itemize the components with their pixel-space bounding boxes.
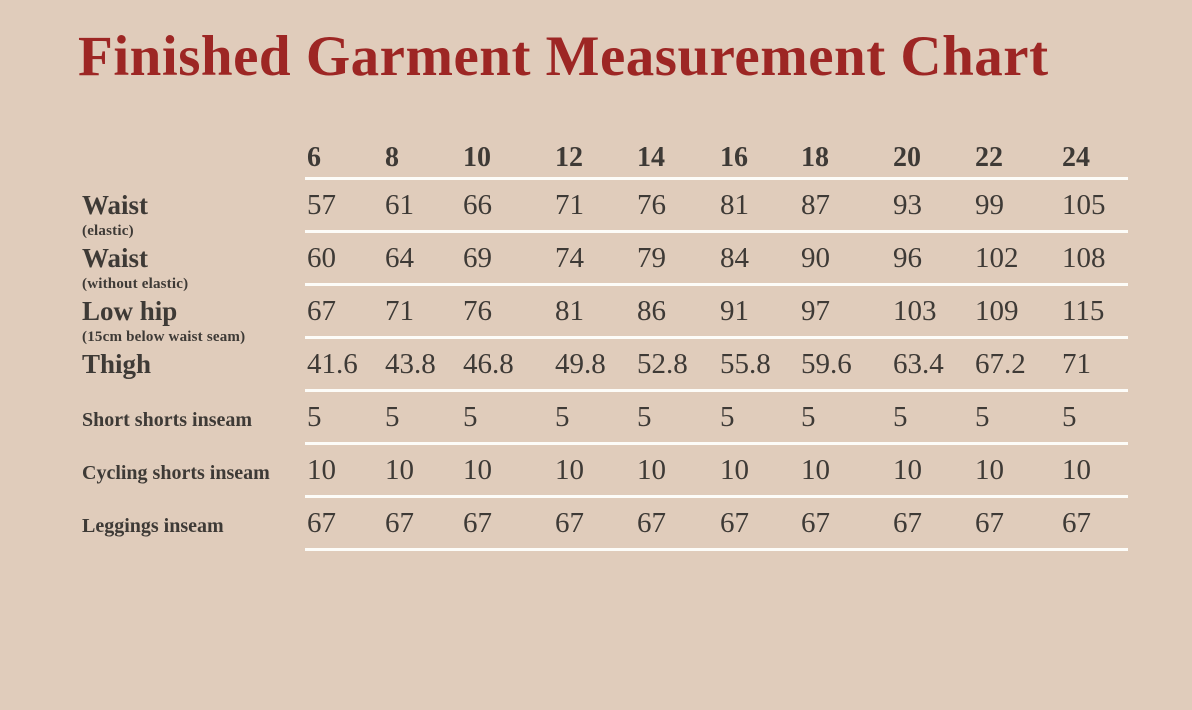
header-label-spacer bbox=[82, 139, 305, 180]
measurement-value: 67 bbox=[307, 294, 336, 327]
measurement-value: 63.4 bbox=[893, 347, 944, 380]
size-column-header: 18 bbox=[801, 142, 829, 173]
size-column-header: 24 bbox=[1062, 142, 1090, 173]
measurement-value: 64 bbox=[385, 241, 414, 274]
row-label bbox=[82, 445, 305, 498]
row-label-main: Leggings inseam bbox=[82, 515, 224, 537]
row-label-sub: (15cm below waist seam) bbox=[82, 329, 246, 345]
measurement-value: 71 bbox=[555, 188, 584, 221]
measurement-value: 67 bbox=[307, 506, 336, 539]
row-label bbox=[82, 498, 305, 551]
table-row bbox=[82, 445, 1128, 498]
table-body bbox=[82, 180, 1128, 551]
measurement-value: 10 bbox=[555, 453, 584, 486]
measurement-value: 67 bbox=[463, 506, 492, 539]
table-row bbox=[82, 286, 1128, 345]
table-row bbox=[82, 392, 1128, 445]
size-column-header: 6 bbox=[307, 142, 321, 173]
row-label bbox=[82, 180, 305, 239]
measurement-value: 5 bbox=[720, 400, 735, 433]
measurement-value: 67 bbox=[555, 506, 584, 539]
measurement-value: 5 bbox=[463, 400, 478, 433]
row-values bbox=[305, 392, 1128, 445]
measurement-value: 84 bbox=[720, 241, 749, 274]
measurement-value: 67 bbox=[637, 506, 666, 539]
measurement-value: 115 bbox=[1062, 294, 1105, 327]
measurement-value: 59.6 bbox=[801, 347, 852, 380]
measurement-value: 10 bbox=[975, 453, 1004, 486]
measurement-value: 43.8 bbox=[385, 347, 436, 380]
row-label-main: Waist bbox=[82, 243, 149, 273]
measurement-value: 5 bbox=[893, 400, 908, 433]
measurement-value: 103 bbox=[893, 294, 937, 327]
measurement-value: 102 bbox=[975, 241, 1019, 274]
row-values bbox=[305, 233, 1128, 286]
measurement-value: 10 bbox=[637, 453, 666, 486]
measurement-value: 96 bbox=[893, 241, 922, 274]
measurement-value: 90 bbox=[801, 241, 830, 274]
measurement-value: 99 bbox=[975, 188, 1004, 221]
measurement-value: 67 bbox=[801, 506, 830, 539]
measurement-value: 93 bbox=[893, 188, 922, 221]
measurement-value: 67 bbox=[975, 506, 1004, 539]
measurement-value: 49.8 bbox=[555, 347, 606, 380]
row-values bbox=[305, 445, 1128, 498]
measurement-value: 81 bbox=[555, 294, 584, 327]
size-column-header: 16 bbox=[720, 142, 748, 173]
row-label-main: Cycling shorts inseam bbox=[82, 462, 270, 484]
measurement-value: 76 bbox=[463, 294, 492, 327]
measurement-value: 10 bbox=[720, 453, 749, 486]
measurement-value: 41.6 bbox=[307, 347, 358, 380]
page-title: Finished Garment Measurement Chart bbox=[78, 25, 1049, 88]
row-label bbox=[82, 339, 305, 392]
measurement-value: 52.8 bbox=[637, 347, 688, 380]
measurement-value: 71 bbox=[1062, 347, 1091, 380]
measurement-value: 109 bbox=[975, 294, 1019, 327]
measurement-value: 10 bbox=[385, 453, 414, 486]
measurement-value: 97 bbox=[801, 294, 830, 327]
measurement-value: 105 bbox=[1062, 188, 1106, 221]
measurement-value: 79 bbox=[637, 241, 666, 274]
row-values bbox=[305, 498, 1128, 551]
row-label-sub: (without elastic) bbox=[82, 276, 189, 292]
row-label-main: Short shorts inseam bbox=[82, 409, 253, 431]
row-label-main: Waist bbox=[82, 190, 149, 220]
row-label-main: Thigh bbox=[82, 349, 152, 379]
measurement-value: 69 bbox=[463, 241, 492, 274]
measurement-value: 10 bbox=[1062, 453, 1091, 486]
measurement-value: 87 bbox=[801, 188, 830, 221]
size-header-row bbox=[82, 139, 1128, 180]
measurement-value: 10 bbox=[801, 453, 830, 486]
size-column-header: 14 bbox=[637, 142, 665, 173]
measurement-value: 5 bbox=[555, 400, 570, 433]
row-label-sub: (elastic) bbox=[82, 223, 134, 239]
measurement-value: 74 bbox=[555, 241, 584, 274]
table-row bbox=[82, 498, 1128, 551]
measurement-value: 5 bbox=[801, 400, 816, 433]
size-header-values bbox=[305, 139, 1128, 180]
row-label bbox=[82, 392, 305, 445]
measurement-value: 86 bbox=[637, 294, 666, 327]
measurement-value: 67 bbox=[893, 506, 922, 539]
table-row bbox=[82, 339, 1128, 392]
size-column-header: 8 bbox=[385, 142, 399, 173]
measurement-value: 10 bbox=[307, 453, 336, 486]
measurement-table bbox=[82, 139, 1128, 551]
measurement-value: 67 bbox=[385, 506, 414, 539]
size-column-header: 12 bbox=[555, 142, 583, 173]
measurement-value: 5 bbox=[385, 400, 400, 433]
measurement-value: 91 bbox=[720, 294, 749, 327]
measurement-value: 71 bbox=[385, 294, 414, 327]
measurement-value: 55.8 bbox=[720, 347, 771, 380]
size-column-header: 20 bbox=[893, 142, 921, 173]
table-row bbox=[82, 180, 1128, 239]
measurement-value: 60 bbox=[307, 241, 336, 274]
table-row bbox=[82, 233, 1128, 292]
measurement-value: 5 bbox=[637, 400, 652, 433]
row-label bbox=[82, 286, 305, 345]
measurement-value: 81 bbox=[720, 188, 749, 221]
size-column-header: 10 bbox=[463, 142, 491, 173]
size-column-header: 22 bbox=[975, 142, 1003, 173]
measurement-value: 76 bbox=[637, 188, 666, 221]
row-values bbox=[305, 339, 1128, 392]
measurement-value: 5 bbox=[1062, 400, 1077, 433]
row-label-main: Low hip bbox=[82, 296, 178, 326]
row-values bbox=[305, 286, 1128, 339]
measurement-value: 67 bbox=[1062, 506, 1091, 539]
measurement-value: 66 bbox=[463, 188, 492, 221]
measurement-value: 57 bbox=[307, 188, 336, 221]
row-label bbox=[82, 233, 305, 292]
measurement-value: 10 bbox=[893, 453, 922, 486]
measurement-value: 5 bbox=[975, 400, 990, 433]
measurement-value: 10 bbox=[463, 453, 492, 486]
measurement-value: 5 bbox=[307, 400, 322, 433]
row-values bbox=[305, 180, 1128, 233]
measurement-value: 67 bbox=[720, 506, 749, 539]
measurement-value: 46.8 bbox=[463, 347, 514, 380]
measurement-value: 61 bbox=[385, 188, 414, 221]
measurement-value: 67.2 bbox=[975, 347, 1026, 380]
measurement-value: 108 bbox=[1062, 241, 1106, 274]
